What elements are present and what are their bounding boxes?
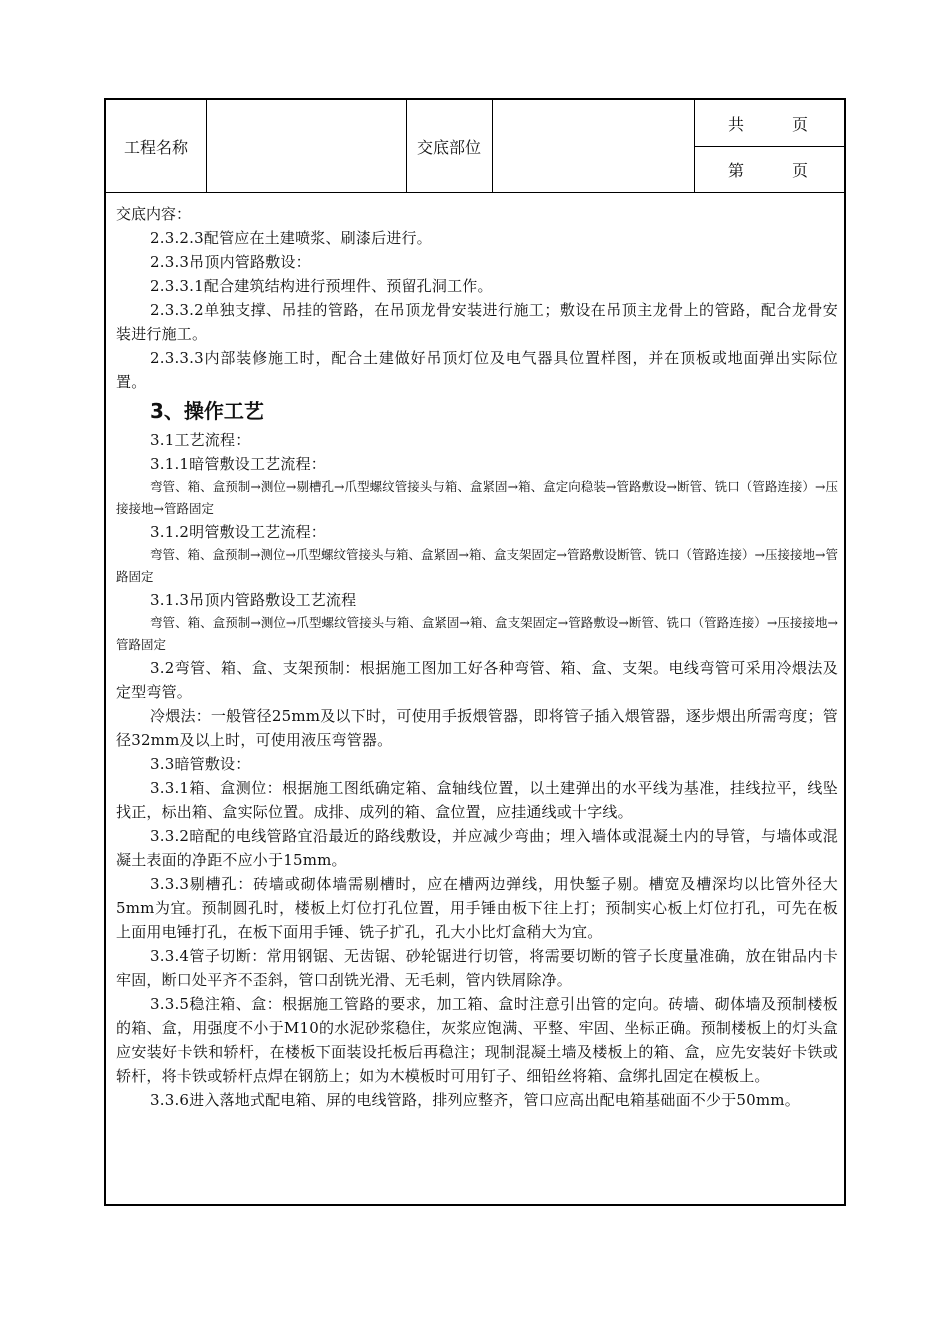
page-number-label: 第 页 <box>728 160 809 180</box>
paragraph: 2.3.3吊顶内管路敷设： <box>150 253 311 271</box>
paragraph: 3.3.5稳注箱、盒：根据施工管路的要求，加工箱、盒时注意引出管的定向。砖墙、砌体墙及预制楼板的箱、盒，用强度不小于M10的水泥砂浆稳住，灰浆应饱满、平整、牢固、坐标正确。预制楼板上的灯头盒应安装好卡铁和轿杆，在楼板下面装设托板后再稳注；现制混凝土墙及楼板上的箱、盒，应先安装好卡铁或轿杆，将卡铁或轿杆点焊在钢筋上；如为木模板时可用钉子、细铅丝将箱、盒绑扎固定在模板上。 <box>116 995 838 1085</box>
paragraph: 弯管、箱、盒预制→测位→爪型螺纹管接头与箱、盒紧固→箱、盒支架固定→管路敷设断管、铣口（管路连接）→压接接地→管路固定 <box>116 547 838 584</box>
paragraph: 弯管、箱、盒预制→测位→爪型螺纹管接头与箱、盒紧固→箱、盒支架固定→管路敷设→断管、铣口（管路连接）→压接接地→管路固定 <box>116 615 838 652</box>
paragraph: 3.2弯管、箱、盒、支架预制：根据施工图加工好各种弯管、箱、盒、支架。电线弯管可采用冷煨法及定型弯管。 <box>116 659 838 701</box>
header-table <box>106 100 844 193</box>
paragraph: 2.3.3.2单独支撑、吊挂的管路，在吊顶龙骨安装进行施工；敷设在吊顶主龙骨上的管路，配合龙骨安装进行施工。 <box>116 301 838 343</box>
paragraph: 3.1.2明管敷设工艺流程： <box>150 523 326 541</box>
disclosure-content <box>116 202 838 1112</box>
disclosure-part-label: 交底部位 <box>416 137 481 157</box>
paragraph: 3.3.4管子切断：常用钢锯、无齿锯、砂轮锯进行切管，将需要切断的管子长度量准确，放在钳品内卡牢固，断口处平齐不歪斜，管口刮铣光滑、无毛刺，管内铁屑除净。 <box>116 947 838 989</box>
paragraph: 3.1.1暗管敷设工艺流程： <box>150 455 326 473</box>
paragraph: 弯管、箱、盒预制→测位→剔槽孔→爪型螺纹管接头与箱、盒紧固→箱、盒定向稳装→管路敷设→断管、铣口（管路连接）→压接接地→管路固定 <box>116 479 838 516</box>
disclosure-part-value <box>492 100 694 192</box>
paragraph: 冷煨法：一般管径25mm及以下时，可使用手扳煨管器，即将管子插入煨管器，逐步煨出所需弯度；管径32mm及以上时，可使用液压弯管器。 <box>116 707 838 749</box>
paragraph: 3.3暗管敷设： <box>150 755 251 773</box>
paragraph: 3.1.3吊顶内管路敷设工艺流程 <box>150 591 357 609</box>
paragraph: 2.3.2.3配管应在土建喷浆、刷漆后进行。 <box>150 229 432 247</box>
paragraph: 3.3.2暗配的电线管路宜沿最近的路线敷设，并应减少弯曲；埋入墙体或混凝土内的导管，与墙体或混凝土表面的净距不应小于15mm。 <box>116 827 838 869</box>
project-name-label: 工程名称 <box>123 137 188 157</box>
disclosure-form <box>104 98 846 1206</box>
paragraph: 2.3.3.3内部装修施工时，配合土建做好吊顶灯位及电气器具位置样图，并在顶板或地面弹出实际位置。 <box>116 349 838 391</box>
content-body <box>116 226 838 1112</box>
content-label: 交底内容： <box>116 205 192 223</box>
paragraph: 3.3.1箱、盒测位：根据施工图纸确定箱、盒轴线位置，以土建弹出的水平线为基准，挂线拉平，线坠找正，标出箱、盒实际位置。成排、成列的箱、盒位置，应挂通线或十字线。 <box>116 779 838 821</box>
paragraph: 2.3.3.1配合建筑结构进行预埋件、预留孔洞工作。 <box>150 277 493 295</box>
paragraph: 3.3.6进入落地式配电箱、屏的电线管路，排列应整齐，管口应高出配电箱基础面不少于50mm。 <box>150 1091 800 1109</box>
section-heading: 3、操作工艺 <box>150 399 264 423</box>
project-name-value <box>206 100 406 192</box>
total-pages-label: 共 页 <box>728 114 809 134</box>
paragraph: 3.3.3剔槽孔：砖墙或砌体墙需剔槽时，应在槽两边弹线，用快錾子剔。槽宽及槽深均以比管外径大5mm为宜。预制圆孔时，楼板上灯位打孔位置，用手锤由板下往上打；预制实心板上灯位打孔，可先在板上面用电锤打孔，在板下面用手锤、铣子扩孔，孔大小比灯盒稍大为宜。 <box>116 875 838 941</box>
paragraph: 3.1工艺流程： <box>150 431 251 449</box>
